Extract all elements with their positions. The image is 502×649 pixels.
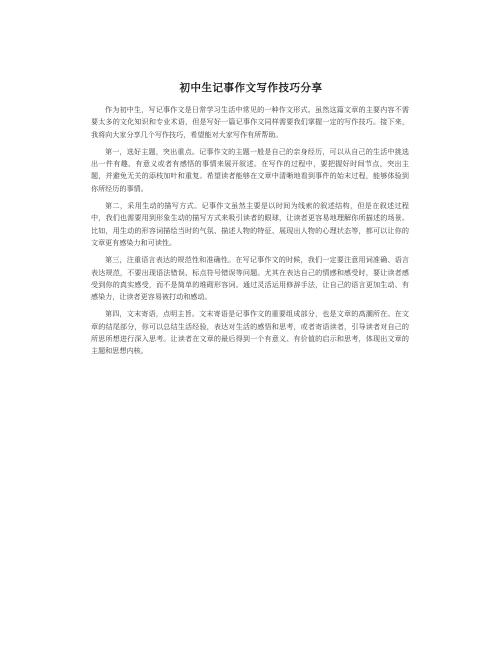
document-body — [91, 104, 409, 363]
paragraph-tip-2: 第二，采用生动的描写方式。记事作文虽然主要是以时间为线索的叙述结构，但是在叙述过程中，我们也需要用到形象生动的描写方式来吸引读者的眼球，让读者更容易地理解你所描述的场景。比如，用生动的形容词描绘当时的气氛、描述人物的特征、展现出人物的心理状态等，都可以让你的文章更有感染力和可读性。 — [91, 201, 409, 247]
paragraph-tip-4: 第四，文末寄语，点明主旨。文末寄语是记事作文的重要组成部分，也是文章的高潮所在。在文章的结尾部分，你可以总结生活经验，表达对生活的感悟和思考，或者寄语读者，引导读者对自己的所思所想进行深入思考。让读者在文章的最后得到一个有意义、有价值的启示和思考，体现出文章的主题和思想内核。 — [91, 309, 409, 356]
paragraph-tip-3: 第三，注重语言表达的规范性和准确性。在写记事作文的时候，我们一定要注意用词准确、语言表达规范，不要出现语法错误、标点符号错误等问题。尤其在表达自己的情感和感受时，要让读者感受到你的真实感受，而不是简单的堆砌形容词。通过灵活运用修辞手法，让自己的语言更加生动、有感染力，让读者更容易被打动和感动。 — [91, 255, 409, 302]
paragraph-tip-1: 第一，选好主题，突出重点。记事作文的主题一般是自己的亲身经历，可以从自己的生活中挑选出一件有趣、有意义或者有感悟的事情来展开叙述。在写作的过程中，要把握好时间节点，突出主题，并避免无关的添枝加叶和重复。希望读者能够在文章中清晰地看到事件的始末过程，能够体验到你所经历的事情。 — [91, 146, 409, 193]
paragraph-intro: 作为初中生，写记事作文是日常学习生活中常见的一种作文形式。虽然这篇文章的主要内容不需要太多的文化知识和专业术语，但是写好一篇记事作文同样需要我们掌握一定的写作技巧。接下来，我将向大家分享几个写作技巧，希望能对大家写作有所帮助。 — [91, 105, 409, 139]
document-title: 初中生记事作文写作技巧分享 — [179, 82, 323, 94]
